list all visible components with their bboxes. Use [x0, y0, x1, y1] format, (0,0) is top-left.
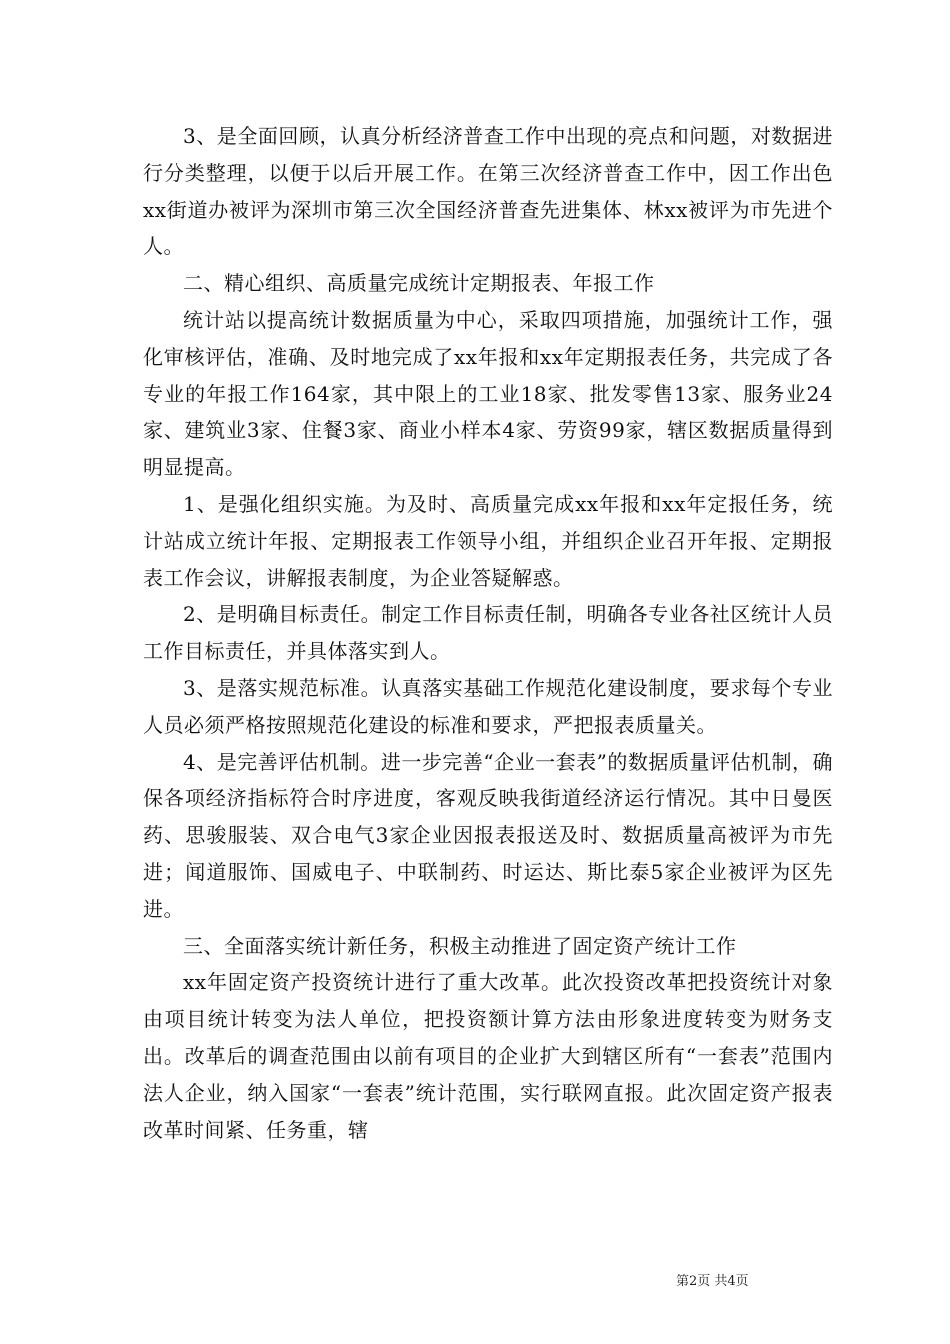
- paragraph-responsibility: 2、是明确目标责任。制定工作目标责任制，明确各专业各社区统计人员工作目标责任，并具体落实到人。: [143, 602, 833, 664]
- paragraph-standards: 3、是落实规范标准。认真落实基础工作规范化建设制度，要求每个专业人员必须严格按照规范化建设的标准和要求，严把报表质量关。: [143, 675, 833, 737]
- document-body: [143, 118, 833, 1148]
- paragraph-organization: 1、是强化组织实施。为及时、高质量完成xx年报和xx年定报任务，统计站成立统计年报、定期报表工作领导小组，并组织企业召开年报、定期报表工作会议，讲解报表制度，为企业答疑解惑。: [143, 491, 833, 590]
- paragraph-investment-reform: xx年固定资产投资统计进行了重大改革。此次投资改革把投资统计对象由项目统计转变为法人单位，把投资额计算方法由形象进度转变为财务支出。改革后的调查范围由以前有项目的企业扩大到辖区所有“一套表”范围内法人企业，纳入国家“一套表”统计范围，实行联网直报。此次固定资产报表改革时间紧、任务重，辖: [143, 970, 833, 1142]
- paragraph-census-review: 3、是全面回顾，认真分析经济普查工作中出现的亮点和问题，对数据进行分类整理，以便于以后开展工作。在第三次经济普查工作中，因工作出色xx街道办被评为深圳市第三次全国经济普查先进集体、林xx被评为市先进个人。: [143, 124, 833, 259]
- paragraph-report-summary: 统计站以提高统计数据质量为中心，采取四项措施，加强统计工作，强化审核评估，准确、及时地完成了xx年报和xx年定期报表任务，共完成了各专业的年报工作164家，其中限上的工业18家、批发零售13家、服务业24家、建筑业3家、住餐3家、商业小样本4家、劳资99家，辖区数据质量得到明显提高。: [143, 307, 833, 480]
- section-heading-fixed-assets: 三、全面落实统计新任务，积极主动推进了固定资产统计工作: [183, 933, 737, 958]
- paragraph-evaluation: 4、是完善评估机制。进一步完善“企业一套表”的数据质量评估机制，确保各项经济指标符合时序进度，客观反映我街道经济运行情况。其中日曼医药、思骏服装、双合电气3家企业因报表报送及时、数据质量高被评为市先进；闻道服饰、国威电子、中联制药、时运达、斯比泰5家企业被评为区先进。: [143, 749, 833, 921]
- section-heading-reports: 二、精心组织、高质量完成统计定期报表、年报工作: [183, 271, 655, 296]
- page-number: 第2页 共4页: [676, 1274, 749, 1289]
